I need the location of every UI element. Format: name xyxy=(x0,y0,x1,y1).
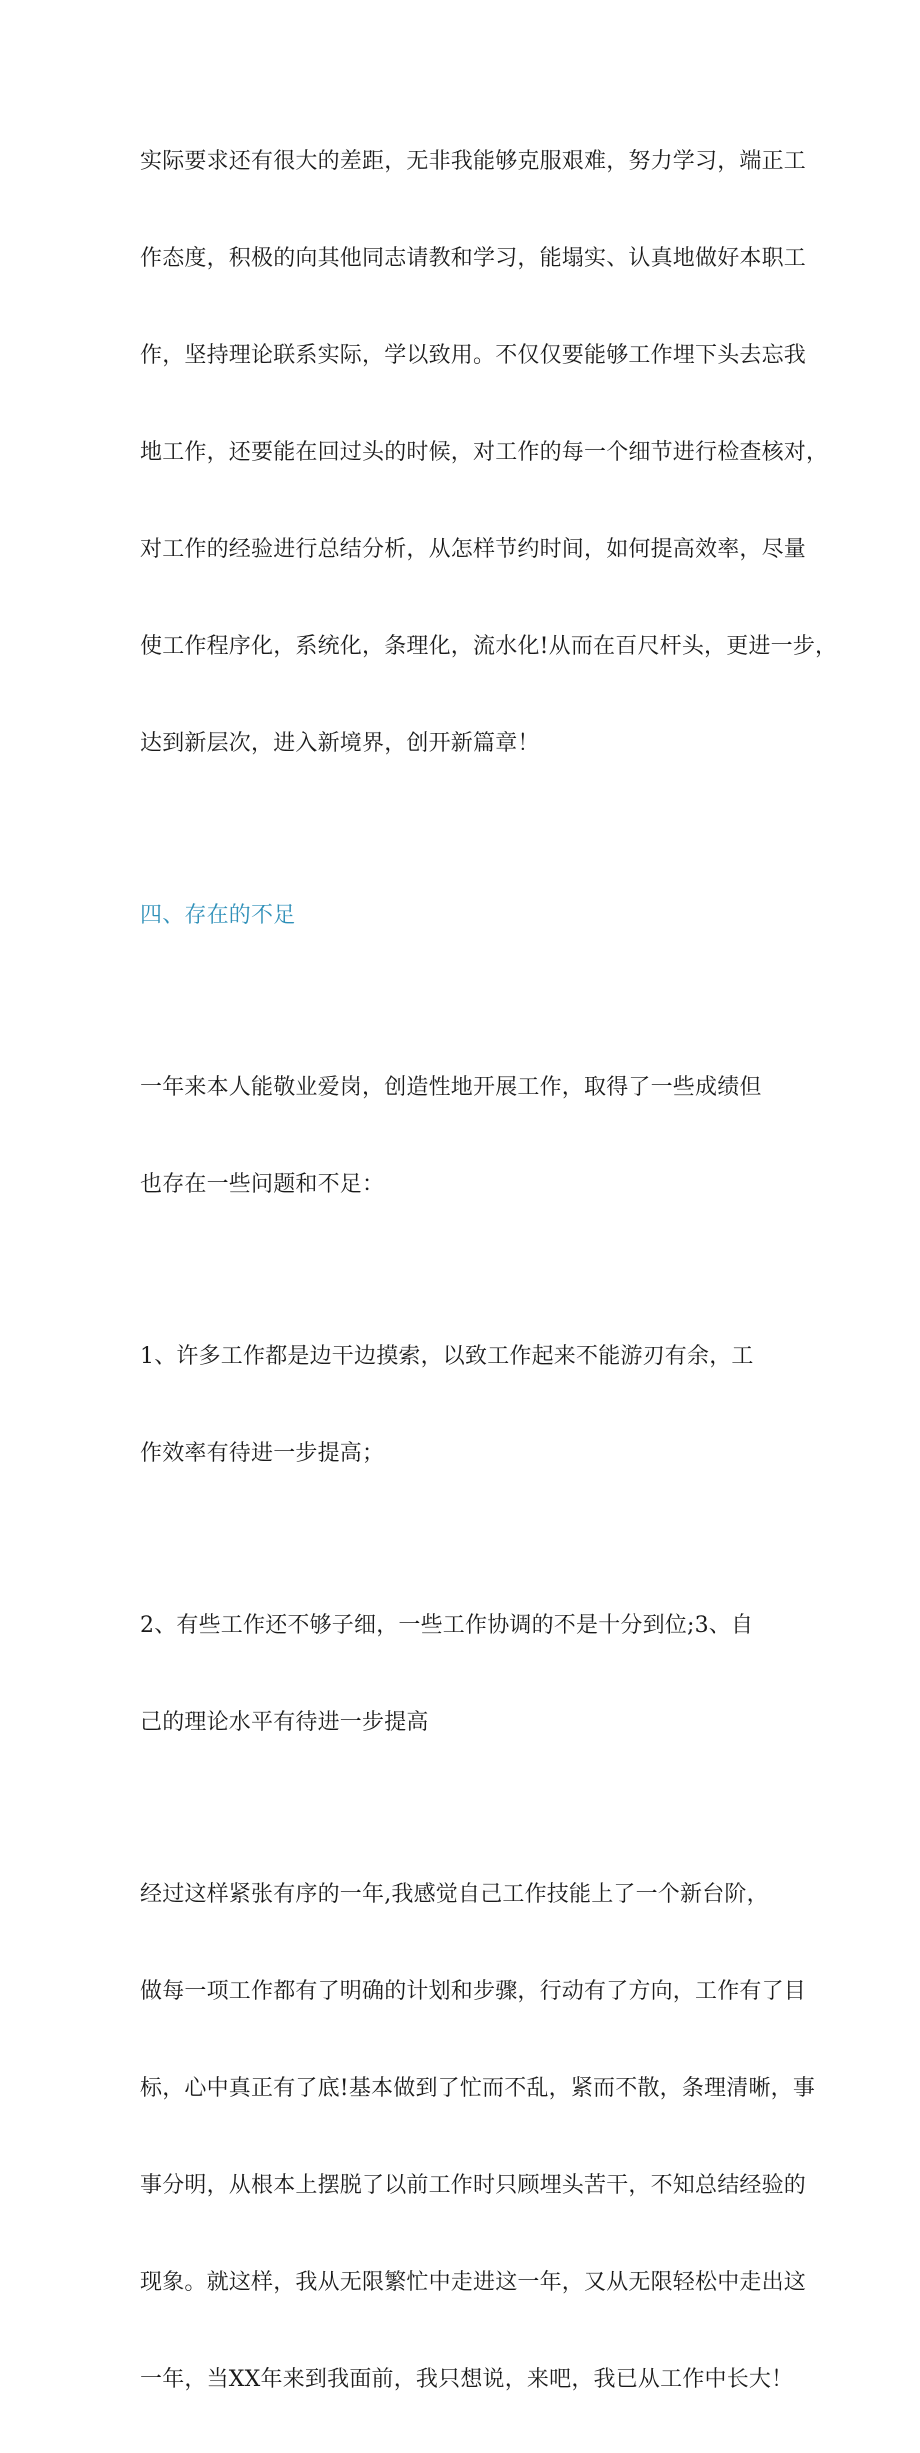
text-line: 做每一项工作都有了明确的计划和步骤，行动有了方向，工作有了目 xyxy=(140,1979,807,2004)
text-line: 对工作的经验进行总结分析，从怎样节约时间，如何提高效率，尽量 xyxy=(140,537,807,562)
text-line: 作，坚持理论联系实际，学以致用。不仅仅要能够工作埋下头去忘我 xyxy=(140,343,807,368)
paragraph-item-2-3 xyxy=(140,1552,810,1796)
text-line: 一年来本人能敬业爱岗，创造性地开展工作，取得了一些成绩但 xyxy=(140,1075,762,1100)
section-heading-shortcomings xyxy=(140,842,810,989)
text-line: 地工作，还要能在回过头的时候，对工作的每一个细节进行检查核对， xyxy=(140,440,829,465)
paragraph-intro-shortcomings xyxy=(140,1014,810,1258)
text-line: 标，心中真正有了底!基本做到了忙而不乱，紧而不散，条理清晰，事 xyxy=(140,2076,816,2101)
spacer xyxy=(140,1258,810,1283)
spacer xyxy=(140,989,810,1014)
text-line: 一年，当XX年来到我面前，我只想说，来吧，我已从工作中长大！ xyxy=(140,2367,794,2392)
text-line: 也存在一些问题和不足： xyxy=(140,1172,385,1197)
text-line: 实际要求还有很大的差距，无非我能够克服艰难，努力学习，端正工 xyxy=(140,149,807,174)
text-line: 2、有些工作还不够子细，一些工作协调的不是十分到位;3、自 xyxy=(140,1613,754,1638)
text-line: 作效率有待进一步提高； xyxy=(140,1441,385,1466)
paragraph-practice xyxy=(140,88,838,817)
text-line: 现象。就这样，我从无限繁忙中走进这一年，又从无限轻松中走出这 xyxy=(140,2270,807,2295)
text-line: 作态度，积极的向其他同志请教和学习，能塌实、认真地做好本职工 xyxy=(140,246,807,271)
text-line: 己的理论水平有待进一步提高 xyxy=(140,1710,429,1735)
spacer xyxy=(140,1796,810,1821)
heading-line: 四、存在的不足 xyxy=(140,903,296,928)
paragraph-conclusion xyxy=(140,1821,816,2453)
spacer xyxy=(140,817,810,842)
text-line: 经过这样紧张有序的一年,我感觉自己工作技能上了一个新台阶， xyxy=(140,1882,769,1907)
text-line: 使工作程序化，系统化，条理化，流水化!从而在百尺杆头，更进一步， xyxy=(140,634,838,659)
document-body xyxy=(140,88,838,2453)
spacer xyxy=(140,1527,810,1552)
text-line: 1、许多工作都是边干边摸索，以致工作起来不能游刃有余，工 xyxy=(140,1344,754,1369)
paragraph-item-1 xyxy=(140,1283,810,1527)
text-line: 达到新层次，进入新境界，创开新篇章！ xyxy=(140,731,540,756)
text-line: 事分明，从根本上摆脱了以前工作时只顾埋头苦干，不知总结经验的 xyxy=(140,2173,807,2198)
